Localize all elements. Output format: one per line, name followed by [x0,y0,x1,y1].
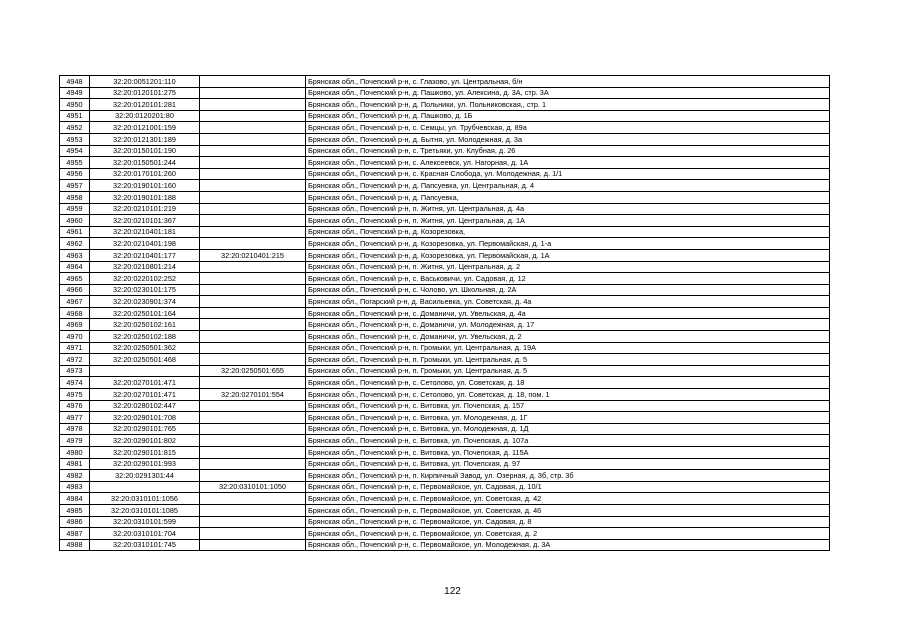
row-number-cell: 4952 [60,122,90,134]
table-row [60,191,830,203]
row-number-cell: 4958 [60,191,90,203]
cadastral-number-secondary-cell [200,458,306,470]
row-number-cell: 4982 [60,470,90,482]
cadastral-number-cell [90,481,200,493]
row-number-cell: 4986 [60,516,90,528]
cadastral-number-secondary-cell [200,157,306,169]
table-row [60,215,830,227]
cadastral-number-secondary-cell [200,226,306,238]
table-row [60,504,830,516]
table-row [60,203,830,215]
row-number-cell: 4965 [60,273,90,285]
row-number-cell: 4968 [60,307,90,319]
row-number-cell: 4984 [60,493,90,505]
address-cell: Брянская обл., Почепский р-н, д. Папсуевка, ул. Центральная, д. 4 [306,180,830,192]
row-number-cell: 4957 [60,180,90,192]
table-row [60,319,830,331]
cadastral-number-cell: 32:20:0250102:161 [90,319,200,331]
row-number-cell: 4983 [60,481,90,493]
row-number-cell: 4949 [60,87,90,99]
address-cell: Брянская обл., Почепский р-н, с. Витовка, ул. Почепская, д. 115А [306,447,830,459]
cadastral-number-cell: 32:20:0230901:374 [90,296,200,308]
cadastral-number-cell: 32:20:0190101:160 [90,180,200,192]
cadastral-number-secondary-cell: 32:20:0210401:215 [200,249,306,261]
cadastral-number-cell: 32:20:0120101:275 [90,87,200,99]
address-cell: Брянская обл., Почепский р-н, д. Польники, ул. Польниковская,, стр. 1 [306,99,830,111]
cadastral-number-secondary-cell [200,145,306,157]
table-row [60,238,830,250]
cadastral-number-secondary-cell: 32:20:0310101:1050 [200,481,306,493]
cadastral-number-cell: 32:20:0210101:219 [90,203,200,215]
cadastral-number-cell: 32:20:0250501:362 [90,342,200,354]
cadastral-number-secondary-cell [200,273,306,285]
table-row [60,133,830,145]
table-row [60,331,830,343]
cadastral-number-cell: 32:20:0230101:175 [90,284,200,296]
row-number-cell: 4979 [60,435,90,447]
row-number-cell: 4948 [60,76,90,88]
row-number-cell: 4970 [60,331,90,343]
cadastral-number-secondary-cell [200,168,306,180]
row-number-cell: 4985 [60,504,90,516]
cadastral-number-secondary-cell [200,99,306,111]
address-cell: Брянская обл., Почепский р-н, с. Первомайское, ул. Садовая, д. 10/1 [306,481,830,493]
cadastral-number-secondary-cell [200,377,306,389]
cadastral-number-cell: 32:20:0121001:159 [90,122,200,134]
cadastral-number-cell: 32:20:0120201:80 [90,110,200,122]
cadastral-number-cell: 32:20:0121301:189 [90,133,200,145]
cadastral-number-secondary-cell [200,354,306,366]
address-cell: Брянская обл., Почепский р-н, д. Пашково, д. 1Б [306,110,830,122]
table-row [60,458,830,470]
table-row [60,249,830,261]
cadastral-number-secondary-cell [200,516,306,528]
cadastral-number-secondary-cell: 32:20:0250501:655 [200,365,306,377]
page-number: 122 [444,586,461,597]
row-number-cell: 4961 [60,226,90,238]
address-cell: Брянская обл., Почепский р-н, п. Житня, ул. Центральная, д. 2 [306,261,830,273]
address-cell: Брянская обл., Почепский р-н, п. Громыки, ул. Центральная, д. 5 [306,354,830,366]
table-row [60,435,830,447]
row-number-cell: 4977 [60,412,90,424]
table-row [60,365,830,377]
row-number-cell: 4953 [60,133,90,145]
row-number-cell: 4956 [60,168,90,180]
cadastral-number-cell: 32:20:0150501:244 [90,157,200,169]
table-row [60,157,830,169]
cadastral-number-cell: 32:20:0210401:177 [90,249,200,261]
cadastral-number-cell: 32:20:0220102:252 [90,273,200,285]
table-row [60,354,830,366]
row-number-cell: 4973 [60,365,90,377]
address-cell: Брянская обл., Почепский р-н, д. Пашково, ул. Алексина, д. 3А, стр. 3А [306,87,830,99]
row-number-cell: 4962 [60,238,90,250]
row-number-cell: 4972 [60,354,90,366]
row-number-cell: 4971 [60,342,90,354]
address-cell: Брянская обл., Почепский р-н, п. Житня, ул. Центральная, д. 4а [306,203,830,215]
row-number-cell: 4987 [60,528,90,540]
table-row [60,226,830,238]
cadastral-number-secondary-cell [200,261,306,273]
cadastral-number-cell: 32:20:0310101:745 [90,539,200,551]
address-cell: Брянская обл., Почепский р-н, п. Житня, ул. Центральная, д. 1А [306,215,830,227]
row-number-cell: 4964 [60,261,90,273]
cadastral-number-cell: 32:20:0290101:802 [90,435,200,447]
address-cell: Брянская обл., Почепский р-н, с. Доманичи, ул. Молодежная, д. 17 [306,319,830,331]
cadastral-number-secondary-cell [200,319,306,331]
cadastral-number-cell: 32:20:0190101:188 [90,191,200,203]
address-cell: Брянская обл., Почепский р-н, с. Чолово, ул. Школьная, д. 2А [306,284,830,296]
table-row [60,261,830,273]
table-row [60,389,830,401]
row-number-cell: 4955 [60,157,90,169]
row-number-cell: 4988 [60,539,90,551]
address-cell: Брянская обл., Почепский р-н, д. Бытня, ул. Молодежная, д. 3а [306,133,830,145]
table-row [60,284,830,296]
cadastral-number-secondary-cell [200,423,306,435]
table-row [60,481,830,493]
cadastral-number-secondary-cell [200,504,306,516]
row-number-cell: 4966 [60,284,90,296]
cadastral-number-secondary-cell [200,307,306,319]
address-cell: Брянская обл., Почепский р-н, с. Доманичи, ул. Увельская, д. 4а [306,307,830,319]
cadastral-number-cell: 32:20:0250101:164 [90,307,200,319]
table-row [60,296,830,308]
address-cell: Брянская обл., Почепский р-н, с. Первомайское, ул. Советская, д. 2 [306,528,830,540]
cadastral-number-secondary-cell [200,191,306,203]
table-row [60,516,830,528]
address-cell: Брянская обл., Почепский р-н, д. Папсуевка, [306,191,830,203]
cadastral-number-secondary-cell [200,203,306,215]
table-row [60,493,830,505]
cadastral-number-secondary-cell [200,435,306,447]
address-cell: Брянская обл., Почепский р-н, с. Первомайское, ул. Молодежная, д. 3А [306,539,830,551]
cadastral-number-secondary-cell [200,215,306,227]
cadastral-number-secondary-cell [200,238,306,250]
address-cell: Брянская обл., Почепский р-н, с. Первомайское, ул. Садовая, д. 8 [306,516,830,528]
cadastral-number-cell: 32:20:0250102:188 [90,331,200,343]
cadastral-number-secondary-cell [200,342,306,354]
cadastral-number-secondary-cell [200,76,306,88]
cadastral-number-secondary-cell [200,493,306,505]
address-cell: Брянская обл., Почепский р-н, с. Сетолово, ул. Советская, д. 18, пом. 1 [306,389,830,401]
table-row [60,99,830,111]
cadastral-number-secondary-cell [200,110,306,122]
cadastral-number-secondary-cell [200,528,306,540]
address-cell: Брянская обл., Почепский р-н, с. Витовка, ул. Почепская, д. 107а [306,435,830,447]
table-row [60,110,830,122]
address-cell: Брянская обл., Почепский р-н, с. Сетолово, ул. Советская, д. 18 [306,377,830,389]
cadastral-number-secondary-cell [200,400,306,412]
address-cell: Брянская обл., Почепский р-н, с. Глазово, ул. Центральная, б/н [306,76,830,88]
cadastral-number-secondary-cell [200,539,306,551]
table-row [60,76,830,88]
table-row [60,180,830,192]
cadastral-number-cell: 32:20:0210801:214 [90,261,200,273]
row-number-cell: 4974 [60,377,90,389]
address-cell: Брянская обл., Почепский р-н, д. Козорезовка, [306,226,830,238]
row-number-cell: 4963 [60,249,90,261]
row-number-cell: 4975 [60,389,90,401]
cadastral-number-cell: 32:20:0290101:765 [90,423,200,435]
row-number-cell: 4967 [60,296,90,308]
cadastral-number-cell: 32:20:0290101:993 [90,458,200,470]
cadastral-number-secondary-cell [200,412,306,424]
address-cell: Брянская обл., Почепский р-н, с. Семцы, ул. Трубчевская, д. 89а [306,122,830,134]
cadastral-number-cell: 32:20:0120101:281 [90,99,200,111]
row-number-cell: 4980 [60,447,90,459]
table-row [60,377,830,389]
cadastral-number-cell: 32:20:0310101:599 [90,516,200,528]
cadastral-number-secondary-cell: 32:20:0270101:554 [200,389,306,401]
cadastral-number-secondary-cell [200,470,306,482]
cadastral-number-secondary-cell [200,331,306,343]
address-cell: Брянская обл., Почепский р-н, п. Кирпичный Завод, ул. Озерная, д. 3б, стр. 3б [306,470,830,482]
cadastral-number-cell: 32:20:0291301:44 [90,470,200,482]
row-number-cell: 4981 [60,458,90,470]
cadastral-number-cell: 32:20:0310101:1085 [90,504,200,516]
row-number-cell: 4978 [60,423,90,435]
table-row [60,447,830,459]
address-cell: Брянская обл., Почепский р-н, п. Громыки, ул. Центральная, д. 19А [306,342,830,354]
address-cell: Брянская обл., Почепский р-н, с. Васьковичи, ул. Садовая, д. 12 [306,273,830,285]
row-number-cell: 4954 [60,145,90,157]
cadastral-number-secondary-cell [200,296,306,308]
table-row [60,423,830,435]
cadastral-number-cell: 32:20:0310101:1056 [90,493,200,505]
cadastral-number-secondary-cell [200,284,306,296]
table-body [60,76,830,551]
table-row [60,307,830,319]
table-row [60,400,830,412]
cadastral-number-cell: 32:20:0290101:708 [90,412,200,424]
table-row [60,145,830,157]
table-row [60,168,830,180]
row-number-cell: 4976 [60,400,90,412]
address-cell: Брянская обл., Почепский р-н, с. Третьяки, ул. Клубная, д. 26 [306,145,830,157]
cadastral-number-cell: 32:20:0150101:190 [90,145,200,157]
cadastral-number-secondary-cell [200,87,306,99]
table-row [60,122,830,134]
table-row [60,412,830,424]
row-number-cell: 4959 [60,203,90,215]
cadastral-number-cell: 32:20:0210401:181 [90,226,200,238]
cadastral-number-cell: 32:20:0250501:468 [90,354,200,366]
cadastral-number-cell: 32:20:0051201:110 [90,76,200,88]
cadastral-number-secondary-cell [200,447,306,459]
row-number-cell: 4960 [60,215,90,227]
table-row [60,273,830,285]
row-number-cell: 4950 [60,99,90,111]
address-cell: Брянская обл., Почепский р-н, п. Громыки, ул. Центральная, д. 5 [306,365,830,377]
address-cell: Брянская обл., Почепский р-н, с. Первомайское, ул. Советская, д. 46 [306,504,830,516]
table-row [60,539,830,551]
address-cell: Брянская обл., Почепский р-н, с. Витовка, ул. Почепская, д. 157 [306,400,830,412]
address-cell: Брянская обл., Почепский р-н, д. Козорезовка, ул. Первомайская, д. 1-а [306,238,830,250]
table-row [60,87,830,99]
row-number-cell: 4951 [60,110,90,122]
cadastral-number-secondary-cell [200,122,306,134]
cadastral-number-secondary-cell [200,133,306,145]
table-row [60,342,830,354]
row-number-cell: 4969 [60,319,90,331]
cadastral-number-secondary-cell [200,180,306,192]
address-cell: Брянская обл., Почепский р-н, с. Доманичи, ул. Увельская, д. 2 [306,331,830,343]
address-cell: Брянская обл., Почепский р-н, с. Витовка, ул. Молодежная, д. 1Д [306,423,830,435]
table-row [60,470,830,482]
address-cell: Брянская обл., Почепский р-н, д. Козорезовка, ул. Первомайская, д. 1А [306,249,830,261]
address-cell: Брянская обл., Почепский р-н, с. Витовка, ул. Молодежная, д. 1Г [306,412,830,424]
address-cell: Брянская обл., Почепский р-н, с. Красная Слобода, ул. Молодежная, д. 1/1 [306,168,830,180]
address-cell: Брянская обл., Почепский р-н, с. Первомайское, ул. Советская, д. 42 [306,493,830,505]
table-row [60,528,830,540]
cadastral-number-cell [90,365,200,377]
address-cell: Брянская обл., Почепский р-н, с. Алексеевск, ул. Нагорная, д. 1А [306,157,830,169]
cadastral-number-cell: 32:20:0210101:367 [90,215,200,227]
address-cell: Брянская обл., Почепский р-н, с. Витовка, ул. Почепская, д. 97 [306,458,830,470]
property-registry-table [59,75,830,551]
cadastral-number-cell: 32:20:0210401:198 [90,238,200,250]
cadastral-number-cell: 32:20:0290101:815 [90,447,200,459]
address-cell: Брянская обл., Погарский р-н, д. Васильевка, ул. Советская, д. 4а [306,296,830,308]
cadastral-number-cell: 32:20:0310101:704 [90,528,200,540]
cadastral-number-cell: 32:20:0280102:447 [90,400,200,412]
cadastral-number-cell: 32:20:0270101:471 [90,377,200,389]
cadastral-number-cell: 32:20:0270101:471 [90,389,200,401]
cadastral-number-cell: 32:20:0170101:260 [90,168,200,180]
